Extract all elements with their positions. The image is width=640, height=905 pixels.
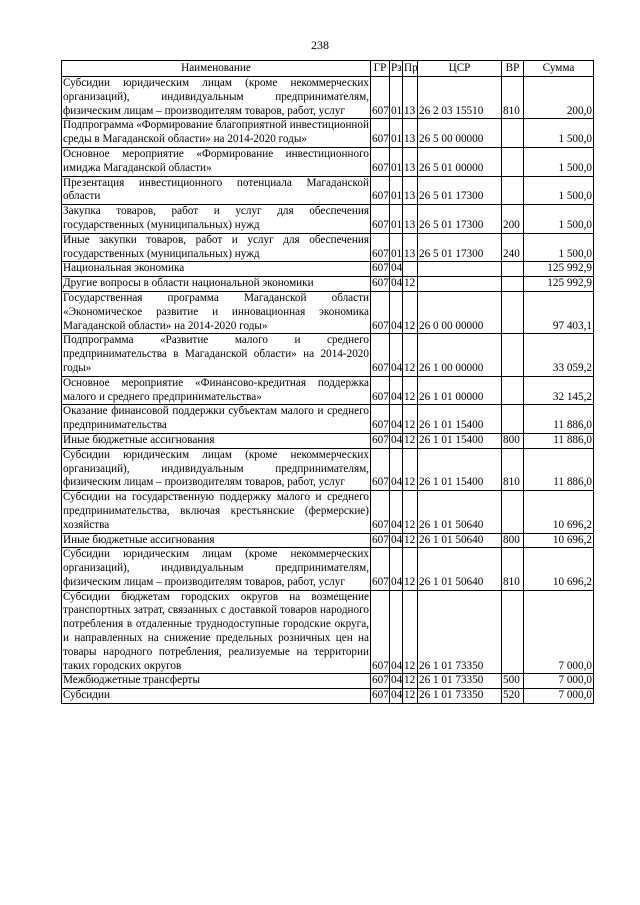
cell-name: Основное мероприятие «Формирование инвестиционного имиджа Магаданской области»: [62, 147, 371, 176]
table-row: [62, 291, 594, 333]
cell-csr: 26 1 01 15400: [418, 405, 502, 434]
cell-gr: 607: [371, 533, 390, 548]
cell-name: Субсидии бюджетам городских округов на возмещение транспортных затрат, связанных с доставкой товаров народного потребления в отдаленные труднодоступные городские округа, и направленных на снижение предельных розничных цен на товары народного потребления, реализуемые на территории таких городских округов: [62, 590, 371, 674]
cell-rz: 04: [390, 334, 403, 376]
cell-sum: 10 696,2: [524, 533, 594, 548]
cell-name: Другие вопросы в области национальной экономики: [62, 277, 371, 292]
cell-csr: 26 5 00 00000: [418, 119, 502, 148]
cell-pr: 12: [403, 689, 418, 704]
cell-name: Субсидии на государственную поддержку малого и среднего предпринимательства, включая крестьянские (фермерские) хозяйства: [62, 491, 371, 533]
cell-csr: 26 1 01 15400: [418, 433, 502, 448]
cell-gr: 607: [371, 176, 390, 205]
cell-sum: 32 145,2: [524, 376, 594, 405]
cell-rz: 01: [390, 205, 403, 234]
col-header-sum: Сумма: [524, 61, 594, 77]
cell-vr: [502, 277, 524, 292]
cell-pr: 13: [403, 176, 418, 205]
page-number: 238: [311, 38, 329, 52]
cell-pr: 12: [403, 433, 418, 448]
cell-sum: 200,0: [524, 77, 594, 119]
cell-sum: 125 992,9: [524, 277, 594, 292]
table-row: [62, 448, 594, 490]
cell-vr: [502, 590, 524, 674]
cell-gr: 607: [371, 376, 390, 405]
col-header-rz: Рз: [390, 61, 403, 77]
cell-sum: 1 500,0: [524, 176, 594, 205]
cell-vr: 810: [502, 77, 524, 119]
cell-sum: 125 992,9: [524, 262, 594, 277]
cell-name: Подпрограмма «Развитие малого и среднего предпринимательства в Магаданской области» на 2014-2020 годы»: [62, 334, 371, 376]
cell-vr: 240: [502, 233, 524, 262]
cell-name: Государственная программа Магаданской области «Экономическое развитие и инновационная экономика Магаданской области» на 2014-2020 годы»: [62, 291, 371, 333]
cell-name: Иные бюджетные ассигнования: [62, 533, 371, 548]
cell-rz: 04: [390, 262, 403, 277]
cell-csr: 26 1 01 73350: [418, 590, 502, 674]
cell-gr: 607: [371, 77, 390, 119]
cell-csr: [418, 277, 502, 292]
cell-rz: 04: [390, 405, 403, 434]
cell-vr: 810: [502, 448, 524, 490]
cell-vr: 520: [502, 689, 524, 704]
table-row: [62, 405, 594, 434]
cell-rz: 01: [390, 119, 403, 148]
cell-pr: 13: [403, 205, 418, 234]
cell-pr: [403, 262, 418, 277]
table-row: [62, 233, 594, 262]
cell-name: Основное мероприятие «Финансово-кредитная поддержка малого и среднего предпринимательства»: [62, 376, 371, 405]
cell-gr: 607: [371, 205, 390, 234]
table-header-row: [62, 61, 594, 77]
cell-name: Подпрограмма «Формирование благоприятной инвестиционной среды в Магаданской области» на 2014-2020 годы»: [62, 119, 371, 148]
cell-vr: [502, 405, 524, 434]
cell-rz: 04: [390, 689, 403, 704]
cell-vr: 800: [502, 433, 524, 448]
cell-csr: 26 1 01 00000: [418, 376, 502, 405]
cell-csr: [418, 262, 502, 277]
cell-csr: 26 1 01 73350: [418, 689, 502, 704]
table-row: [62, 376, 594, 405]
cell-vr: [502, 491, 524, 533]
cell-pr: 12: [403, 405, 418, 434]
table-row: [62, 433, 594, 448]
table-row: [62, 334, 594, 376]
cell-pr: 12: [403, 277, 418, 292]
col-header-name: Наименование: [62, 61, 371, 77]
cell-gr: 607: [371, 689, 390, 704]
cell-sum: 11 886,0: [524, 405, 594, 434]
cell-rz: 01: [390, 233, 403, 262]
cell-rz: 01: [390, 176, 403, 205]
cell-rz: 04: [390, 674, 403, 689]
table-row: [62, 262, 594, 277]
cell-rz: 04: [390, 376, 403, 405]
cell-csr: 26 1 01 15400: [418, 448, 502, 490]
cell-name: Субсидии юридическим лицам (кроме некоммерческих организаций), индивидуальным предпринимателям, физическим лицам – производителям товаров, работ, услуг: [62, 548, 371, 590]
cell-csr: 26 5 01 17300: [418, 176, 502, 205]
cell-sum: 97 403,1: [524, 291, 594, 333]
cell-gr: 607: [371, 277, 390, 292]
cell-vr: [502, 147, 524, 176]
cell-rz: 04: [390, 533, 403, 548]
cell-pr: 12: [403, 533, 418, 548]
cell-vr: 200: [502, 205, 524, 234]
table-row: [62, 689, 594, 704]
table-row: [62, 205, 594, 234]
cell-gr: 607: [371, 548, 390, 590]
cell-rz: 04: [390, 448, 403, 490]
cell-name: Межбюджетные трансферты: [62, 674, 371, 689]
cell-gr: 607: [371, 233, 390, 262]
cell-csr: 26 1 01 73350: [418, 674, 502, 689]
cell-pr: 12: [403, 334, 418, 376]
cell-csr: 26 5 01 00000: [418, 147, 502, 176]
cell-vr: 800: [502, 533, 524, 548]
cell-gr: 607: [371, 119, 390, 148]
table-row: [62, 277, 594, 292]
budget-table: [61, 60, 594, 704]
cell-pr: 13: [403, 77, 418, 119]
cell-sum: 1 500,0: [524, 205, 594, 234]
table-row: [62, 548, 594, 590]
cell-rz: 01: [390, 147, 403, 176]
cell-vr: 500: [502, 674, 524, 689]
cell-pr: 12: [403, 674, 418, 689]
cell-csr: 26 0 00 00000: [418, 291, 502, 333]
cell-csr: 26 1 01 50640: [418, 491, 502, 533]
col-header-vr: ВР: [502, 61, 524, 77]
cell-sum: 10 696,2: [524, 548, 594, 590]
table-row: [62, 590, 594, 674]
cell-vr: [502, 291, 524, 333]
cell-name: Иные бюджетные ассигнования: [62, 433, 371, 448]
cell-rz: 04: [390, 491, 403, 533]
cell-sum: 10 696,2: [524, 491, 594, 533]
cell-sum: 33 059,2: [524, 334, 594, 376]
cell-vr: [502, 376, 524, 405]
cell-name: Презентация инвестиционного потенциала Магаданской области: [62, 176, 371, 205]
cell-pr: 13: [403, 119, 418, 148]
table-row: [62, 674, 594, 689]
cell-pr: 13: [403, 147, 418, 176]
cell-rz: 01: [390, 77, 403, 119]
cell-name: Оказание финансовой поддержки субъектам малого и среднего предпринимательства: [62, 405, 371, 434]
table-row: [62, 77, 594, 119]
col-header-gr: ГР: [371, 61, 390, 77]
cell-gr: 607: [371, 334, 390, 376]
cell-sum: 7 000,0: [524, 689, 594, 704]
cell-csr: 26 2 03 15510: [418, 77, 502, 119]
cell-csr: 26 5 01 17300: [418, 233, 502, 262]
cell-gr: 607: [371, 147, 390, 176]
cell-vr: 810: [502, 548, 524, 590]
cell-pr: 12: [403, 491, 418, 533]
cell-csr: 26 1 00 00000: [418, 334, 502, 376]
cell-vr: [502, 176, 524, 205]
cell-name: Закупка товаров, работ и услуг для обеспечения государственных (муниципальных) нужд: [62, 205, 371, 234]
cell-vr: [502, 334, 524, 376]
cell-name: Иные закупки товаров, работ и услуг для обеспечения государственных (муниципальных) нужд: [62, 233, 371, 262]
cell-rz: 04: [390, 291, 403, 333]
cell-pr: 13: [403, 233, 418, 262]
cell-rz: 04: [390, 590, 403, 674]
cell-vr: [502, 262, 524, 277]
cell-pr: 12: [403, 590, 418, 674]
cell-pr: 12: [403, 448, 418, 490]
cell-name: Субсидии: [62, 689, 371, 704]
cell-rz: 04: [390, 277, 403, 292]
col-header-pr: Пр: [403, 61, 418, 77]
cell-name: Субсидии юридическим лицам (кроме некоммерческих организаций), индивидуальным предпринимателям, физическим лицам – производителям товаров, работ, услуг: [62, 77, 371, 119]
cell-rz: 04: [390, 548, 403, 590]
cell-gr: 607: [371, 262, 390, 277]
col-header-csr: ЦСР: [418, 61, 502, 77]
cell-sum: 7 000,0: [524, 590, 594, 674]
cell-csr: 26 5 01 17300: [418, 205, 502, 234]
cell-csr: 26 1 01 50640: [418, 548, 502, 590]
table-row: [62, 176, 594, 205]
cell-gr: 607: [371, 448, 390, 490]
table-row: [62, 147, 594, 176]
cell-sum: 1 500,0: [524, 119, 594, 148]
cell-sum: 7 000,0: [524, 674, 594, 689]
cell-pr: 12: [403, 548, 418, 590]
cell-name: Национальная экономика: [62, 262, 371, 277]
cell-vr: [502, 119, 524, 148]
cell-gr: 607: [371, 405, 390, 434]
cell-gr: 607: [371, 291, 390, 333]
cell-pr: 12: [403, 291, 418, 333]
table-row: [62, 119, 594, 148]
cell-sum: 11 886,0: [524, 448, 594, 490]
table-row: [62, 491, 594, 533]
cell-rz: 04: [390, 433, 403, 448]
cell-pr: 12: [403, 376, 418, 405]
cell-sum: 1 500,0: [524, 233, 594, 262]
cell-gr: 607: [371, 590, 390, 674]
table-row: [62, 533, 594, 548]
cell-gr: 607: [371, 433, 390, 448]
cell-sum: 1 500,0: [524, 147, 594, 176]
cell-gr: 607: [371, 674, 390, 689]
cell-csr: 26 1 01 50640: [418, 533, 502, 548]
cell-name: Субсидии юридическим лицам (кроме некоммерческих организаций), индивидуальным предпринимателям, физическим лицам – производителям товаров, работ, услуг: [62, 448, 371, 490]
cell-sum: 11 886,0: [524, 433, 594, 448]
cell-gr: 607: [371, 491, 390, 533]
